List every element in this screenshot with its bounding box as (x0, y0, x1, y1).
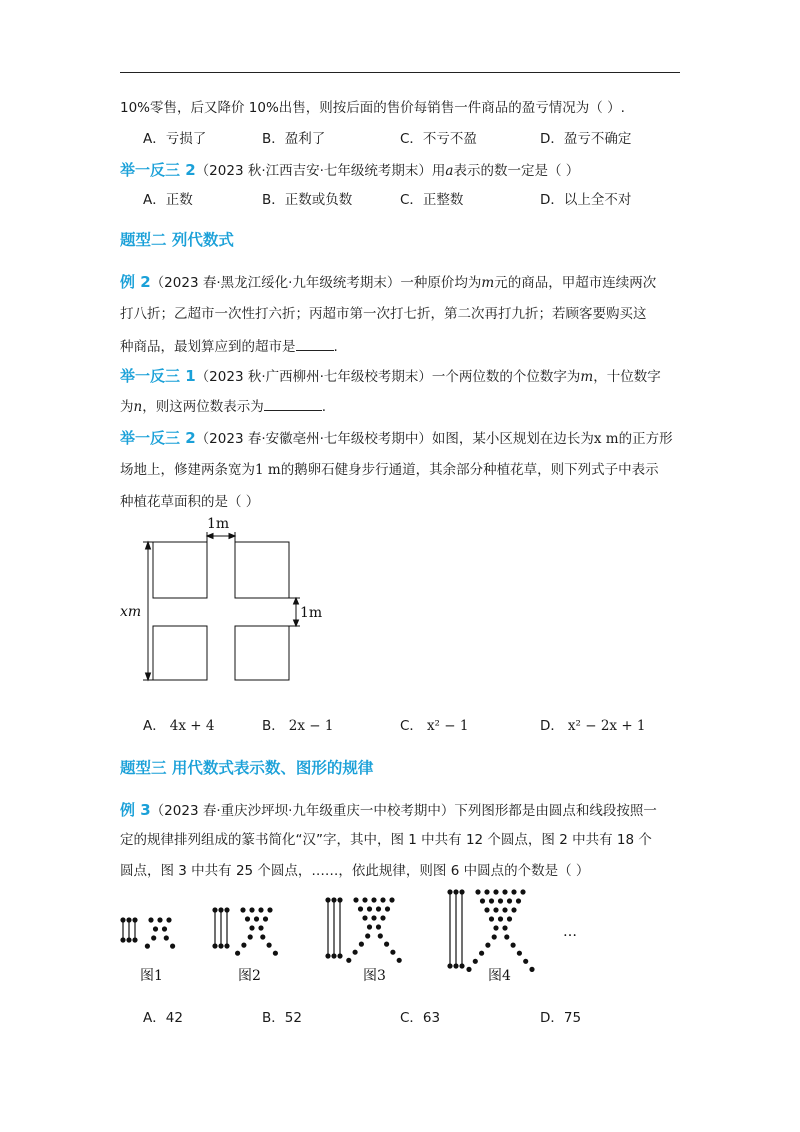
b22-option-a[interactable] (143, 716, 214, 736)
b22-text-d: 的鹅卵石健身步行通道，其余部分种植花草，则下列式子中表示 (280, 462, 659, 478)
fig4-stroke-3-dot-top (460, 890, 464, 894)
fig3-stroke-2-dot-top (332, 898, 336, 902)
ex2-label: 例 2 (120, 273, 151, 291)
b22-option-c[interactable] (400, 716, 468, 736)
section2-title: 题型二 列代数式 (120, 231, 234, 249)
dot-pattern-figures (115, 888, 595, 988)
fig4-dot-r3-c0 (490, 917, 494, 921)
fig4-leg-left-1 (486, 943, 490, 947)
b22-line3: 种植花草面积的是（ ） (120, 494, 260, 510)
fig3-dot-r3-c1 (377, 925, 381, 929)
fig4-dot-r0-c5 (521, 890, 525, 894)
fig1-leg-left-1 (145, 944, 149, 948)
fig2-leg-left-0 (248, 935, 252, 939)
fig4-stroke-1-dot-bottom (448, 964, 452, 968)
fig2-leg-left-1 (242, 943, 246, 947)
fig2-stroke-1-dot-bottom (213, 944, 217, 948)
b21-answer-blank[interactable] (264, 396, 322, 411)
fig2-stroke-1-dot-top (213, 908, 217, 912)
fig4-dot-r0-c2 (494, 890, 498, 894)
fig4-leg-left-0 (492, 935, 496, 939)
b22-option-c-expr: x² − 1 (426, 718, 469, 734)
q1-option-b[interactable]: B．盈利了 (262, 131, 326, 147)
fig3-leg-left-0 (366, 934, 370, 938)
section3-title: 题型三 用代数式表示数、图形的规律 (120, 759, 374, 777)
grass-region-top-left (153, 542, 207, 598)
q1-text: 10%零售，后又降价 10%出售，则按后面的售价每销售一件商品的盈亏情况为（ ）. (120, 100, 625, 116)
b22-option-c-letter: C． (400, 718, 423, 734)
fig1-stroke-3-dot-bottom (133, 938, 137, 942)
fig1-dot-r0-c1 (158, 918, 162, 922)
fig3-dot-r2-c0 (363, 916, 367, 920)
fig4-dot-r1-c3 (508, 899, 512, 903)
fig3-stroke-2-dot-bottom (332, 954, 336, 958)
fig3-dot-r2-c2 (381, 916, 385, 920)
b22-option-a-expr: 4x + 4 (169, 718, 215, 734)
fig4-dot-r4-c1 (503, 926, 507, 930)
fig4-dot-r2-c3 (512, 908, 516, 912)
b22-label: 举一反三 2 (120, 429, 196, 447)
fig3-dot-r1-c1 (368, 907, 372, 911)
fig3-dot-r0-c3 (381, 898, 385, 902)
ex3-line3: 圆点，图 3 中共有 25 个圆点，……，依此规律，则图 6 中圆点的个数是（ ） (120, 863, 590, 879)
fig3-leg-left-2 (353, 950, 357, 954)
fig3-dot-r0-c4 (390, 898, 394, 902)
q1-option-a[interactable]: A．亏损了 (143, 131, 207, 147)
fig3-leg-right-2 (391, 950, 395, 954)
fig3-dot-r2-c1 (372, 916, 376, 920)
fig2-dot-r0-c0 (241, 908, 245, 912)
fig1-stroke-2-dot-top (127, 918, 131, 922)
fig1-stroke-3-dot-top (133, 918, 137, 922)
ex3-line1-text: 下列图形都是由圆点和线段按照一 (454, 803, 657, 819)
fig2-dot-r2-c0 (250, 926, 254, 930)
fig4-dot-r4-c0 (494, 926, 498, 930)
fig1-leg-right-0 (164, 936, 168, 940)
fig4-leg-left-2 (480, 951, 484, 955)
grass-region-bottom-left (153, 626, 207, 680)
fig1-stroke-2-dot-bottom (127, 938, 131, 942)
ex3-option-b[interactable]: B．52 (262, 1010, 302, 1026)
fig-caption-3: 图3 (363, 968, 386, 984)
fig2-leg-right-1 (267, 943, 271, 947)
fig3-dot-r1-c0 (359, 907, 363, 911)
fig4-dot-r0-c3 (503, 890, 507, 894)
ex2-line1 (120, 272, 656, 293)
b21-var-m: m (580, 369, 594, 385)
fig3-stroke-3-dot-top (338, 898, 342, 902)
fig4-stroke-1-dot-top (448, 890, 452, 894)
b21-label: 举一反三 1 (120, 367, 196, 385)
b21-var-n: n (133, 399, 143, 415)
fig-caption-1: 图1 (140, 968, 163, 984)
jyfs2-option-b[interactable]: B．正数或负数 (262, 192, 353, 208)
fig3-leg-left-1 (359, 942, 363, 946)
jyfs2-text-b: 表示的数一定是（ ） (453, 163, 580, 179)
ex2-line3-text: 种商品，最划算应到的超市是 (120, 339, 296, 355)
square-path-figure (118, 512, 323, 690)
fig2-stroke-2-dot-top (219, 908, 223, 912)
fig2-dot-r2-c1 (259, 926, 263, 930)
fig1-dot-r0-c0 (149, 918, 153, 922)
fig-label-right: 1m (300, 605, 323, 621)
ex3-source: （2023 春·重庆沙坪坝·九年级重庆一中校考期中） (150, 803, 455, 819)
ex2-line3-end: . (333, 339, 338, 355)
b22-text-a: 如图，某小区规划在边长为 (431, 431, 594, 447)
ex2-var-m: m (481, 275, 495, 291)
fig1-dot-r1-c0 (154, 927, 158, 931)
b22-option-b-expr: 2x − 1 (288, 718, 334, 734)
fig3-stroke-3-dot-bottom (338, 954, 342, 958)
ex2-line3 (120, 336, 338, 357)
ex3-line2: 定的规律排列组成的篆书简化“汉”字，其中，图 1 中共有 12 个圆点，图 2 中共有 18 个 (120, 832, 652, 848)
b22-option-d-letter: D． (540, 718, 564, 734)
fig4-dot-r2-c0 (485, 908, 489, 912)
fig-label-left: xm (120, 604, 142, 620)
b22-source: （2023 春·安徽亳州·七年级校考期中） (195, 431, 432, 447)
fig4-dot-r1-c2 (499, 899, 503, 903)
b21-source: （2023 秋·广西柳州·七年级校考期末） (195, 369, 432, 385)
fig-caption-4: 图4 (488, 968, 511, 984)
fig3-dot-r1-c3 (386, 907, 390, 911)
fig1-leg-left-0 (152, 936, 156, 940)
fig3-dot-r1-c2 (377, 907, 381, 911)
fig3-leg-right-0 (378, 934, 382, 938)
fig1-dot-r0-c2 (167, 918, 171, 922)
fig4-dot-r3-c1 (499, 917, 503, 921)
fig3-leg-right-1 (385, 942, 389, 946)
fig4-leg-right-0 (505, 935, 509, 939)
fig4-dot-r2-c2 (503, 908, 507, 912)
fig2-stroke-2-dot-bottom (219, 944, 223, 948)
b22-line2 (120, 460, 659, 480)
fig4-leg-left-3 (473, 959, 477, 963)
b22-text-c: 场地上，修建两条宽为 (120, 462, 255, 478)
b21-line2 (120, 396, 326, 417)
fig4-dot-r1-c1 (490, 899, 494, 903)
fig4-dot-r1-c0 (481, 899, 485, 903)
fig2-dot-r1-c0 (246, 917, 250, 921)
fig2-dot-r1-c2 (264, 917, 268, 921)
fig2-leg-right-2 (273, 951, 277, 955)
fig2-stroke-3-dot-top (225, 908, 229, 912)
fig4-stroke-3-dot-bottom (460, 964, 464, 968)
fig4-leg-left-4 (467, 967, 471, 971)
ex2-text-a: 一种原价均为 (400, 275, 482, 291)
fig1-leg-right-1 (171, 944, 175, 948)
grass-region-top-right (235, 542, 289, 598)
ex3-option-c[interactable]: C．63 (400, 1010, 441, 1026)
b21-text-b: ，十位数字 (593, 369, 661, 385)
fig2-leg-left-2 (236, 951, 240, 955)
dots-ellipsis: … (563, 924, 577, 940)
fig3-leg-right-3 (397, 958, 401, 962)
fig4-dot-r0-c1 (485, 890, 489, 894)
jyfs2-source: （2023 秋·江西吉安·七年级统考期末） (195, 163, 432, 179)
fig3-dot-r0-c2 (372, 898, 376, 902)
ex2-text-b: 元的商品，甲超市连续两次 (494, 275, 657, 291)
ex3-line1 (120, 800, 657, 821)
jyfs2-text-a: 用 (431, 163, 446, 179)
jyfs2-question (120, 160, 579, 181)
ex3-option-d[interactable]: D．75 (540, 1010, 582, 1026)
fig3-dot-r3-c0 (368, 925, 372, 929)
fig1-stroke-1-dot-top (121, 918, 125, 922)
fig-caption-2: 图2 (238, 968, 261, 984)
b22-line1 (120, 428, 673, 449)
fig3-dot-r0-c0 (354, 898, 358, 902)
b21-text-a: 一个两位数的个位数字为 (431, 369, 581, 385)
fig3-stroke-1-dot-top (326, 898, 330, 902)
b22-option-a-letter: A． (143, 718, 166, 734)
b21-line1 (120, 366, 661, 387)
b22-text-b: 的正方形 (618, 431, 673, 447)
ex2-source: （2023 春·黑龙江绥化·九年级统考期末） (150, 275, 401, 291)
b22-width: 1 m (255, 462, 281, 478)
fig4-leg-right-3 (524, 959, 528, 963)
fig2-dot-r0-c3 (268, 908, 272, 912)
fig2-dot-r0-c1 (250, 908, 254, 912)
fig3-leg-left-3 (347, 958, 351, 962)
b21-line2-end: . (321, 399, 326, 415)
b21-text-d: ，则这两位数表示为 (142, 399, 264, 415)
q1-option-d[interactable]: D．盈亏不确定 (540, 131, 632, 147)
fig1-dot-r1-c1 (163, 927, 167, 931)
fig-label-top: 1m (207, 516, 230, 532)
header-rule (120, 72, 680, 73)
b22-option-b-letter: B． (262, 718, 285, 734)
ex2-line2: 打八折；乙超市一次性打六折；丙超市第一次打七折，第二次再打九折；若顾客要购买这 (120, 306, 647, 322)
jyfs2-option-a[interactable]: A．正数 (143, 192, 193, 208)
fig4-dot-r3-c2 (508, 917, 512, 921)
fig1-stroke-1-dot-bottom (121, 938, 125, 942)
fig4-stroke-2-dot-bottom (454, 964, 458, 968)
fig4-dot-r2-c1 (494, 908, 498, 912)
b22-option-b[interactable] (262, 716, 333, 736)
jyfs2-option-d[interactable]: D．以上全不对 (540, 192, 632, 208)
jyfs2-var: a (445, 163, 454, 179)
fig3-dot-r0-c1 (363, 898, 367, 902)
fig3-stroke-1-dot-bottom (326, 954, 330, 958)
fig4-leg-right-1 (511, 943, 515, 947)
b22-option-d[interactable] (540, 716, 646, 736)
b21-text-c: 为 (120, 399, 134, 415)
fig4-leg-right-4 (530, 967, 534, 971)
ex3-option-a[interactable]: A．42 (143, 1010, 183, 1026)
fig4-stroke-2-dot-top (454, 890, 458, 894)
fig2-leg-right-0 (261, 935, 265, 939)
fig4-dot-r1-c4 (517, 899, 521, 903)
fig4-dot-r0-c4 (512, 890, 516, 894)
fig2-dot-r1-c1 (255, 917, 259, 921)
fig4-leg-right-2 (517, 951, 521, 955)
b22-var: x m (593, 431, 619, 447)
fig2-stroke-3-dot-bottom (225, 944, 229, 948)
fig4-dot-r0-c0 (476, 890, 480, 894)
b22-option-d-expr: x² − 2x + 1 (567, 718, 646, 734)
grass-region-bottom-right (235, 626, 289, 680)
jyfs2-label: 举一反三 2 (120, 161, 196, 179)
ex3-label: 例 3 (120, 801, 151, 819)
ex2-answer-blank[interactable] (296, 336, 334, 351)
jyfs2-option-c[interactable]: C．正整数 (400, 192, 464, 208)
q1-option-c[interactable]: C．不亏不盈 (400, 131, 477, 147)
fig2-dot-r0-c2 (259, 908, 263, 912)
